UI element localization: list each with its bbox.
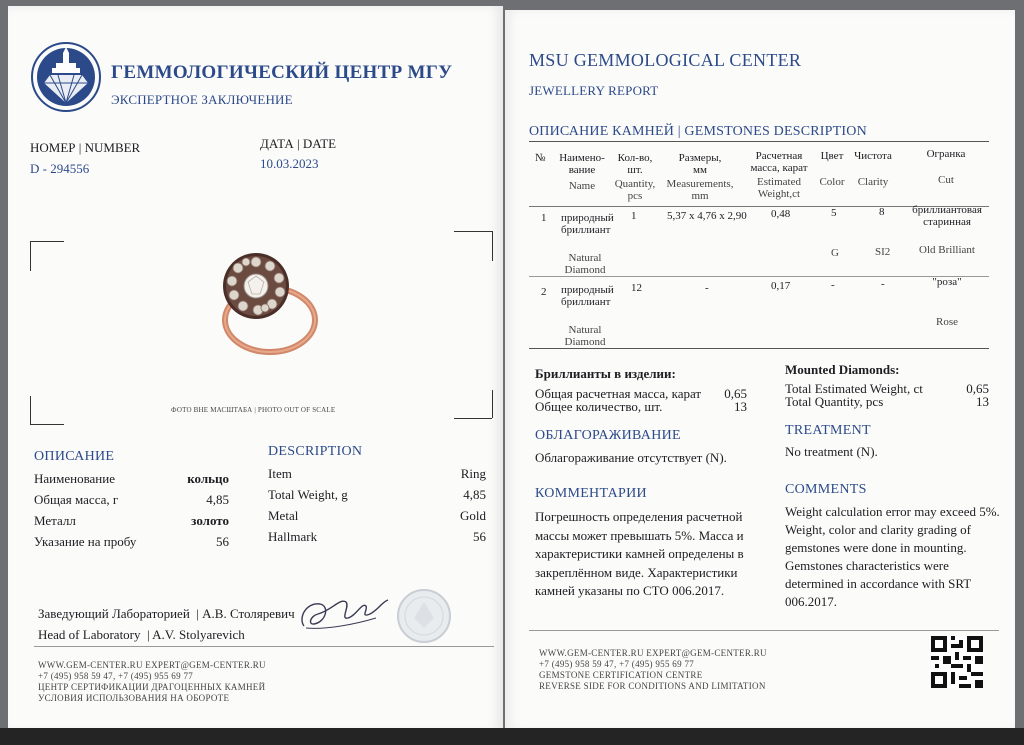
desc-ru-title: ОПИСАНИЕ bbox=[34, 449, 115, 464]
desc-ru-row: Указание на пробу 56 bbox=[34, 534, 229, 549]
th-no: № bbox=[535, 152, 546, 164]
number-label: НОМЕР | NUMBER bbox=[30, 140, 141, 155]
row2-cut-en: Rose bbox=[936, 316, 958, 328]
row1-qty: 1 bbox=[631, 210, 637, 222]
desc-en-row: Total Weight, g 4,85 bbox=[268, 487, 486, 502]
comm-ru-title: КОММЕНТАРИИ bbox=[535, 486, 647, 501]
row2-color: - bbox=[831, 279, 835, 291]
mounted-en-row: Total Quantity, pcs 13 bbox=[785, 394, 989, 409]
th-color-en: Color bbox=[819, 176, 845, 188]
treat-ru-title: ОБЛАГОРАЖИВАНИЕ bbox=[535, 428, 681, 443]
org-title: ГЕММОЛОГИЧЕСКИЙ ЦЕНТР МГУ bbox=[111, 62, 453, 83]
row2-qty: 12 bbox=[631, 282, 642, 294]
row1-clarity-en: SI2 bbox=[875, 246, 891, 258]
th-clarity-en: Clarity bbox=[857, 176, 889, 188]
desc-en-title: DESCRIPTION bbox=[268, 444, 363, 459]
row1-cut-en: Old Brilliant bbox=[919, 244, 975, 256]
treat-en-text: No treatment (N). bbox=[785, 444, 878, 459]
th-name-en: Name bbox=[568, 180, 596, 192]
comm-ru-text: Погрешность определения расчетной массы может превышать 5%. Масса и характеристики камней определены в закреплённом виде. Характеристики камней указаны по СТО 006.2017. bbox=[535, 509, 744, 598]
row2-name: природный бриллиант bbox=[561, 284, 614, 308]
row1-name-en: Natural Diamond bbox=[564, 252, 606, 276]
th-color: Цвет bbox=[820, 150, 844, 162]
seal-stamp bbox=[396, 588, 452, 644]
qr-code-icon bbox=[931, 636, 983, 688]
date-value: 10.03.2023 bbox=[260, 156, 319, 171]
photo-caption: ФОТО ВНЕ МАСШТАБА | PHOTO OUT OF SCALE bbox=[171, 406, 336, 414]
treat-en-title: TREATMENT bbox=[785, 423, 871, 438]
comm-en-text: Weight calculation error may exceed 5%. Weight, color and clarity grading of gemstones were done in mounting. Gemstones characteristics were determined in accordance with SRT 006.2017. bbox=[785, 504, 1000, 609]
row1-color: 5 bbox=[831, 207, 837, 219]
row1-size: 5,37 x 4,76 x 2,90 bbox=[667, 210, 747, 222]
org-subtitle: ЭКСПЕРТНОЕ ЗАКЛЮЧЕНИЕ bbox=[111, 92, 293, 107]
row2-cut: "роза" bbox=[932, 276, 962, 288]
date-label: ДАТА | DATE bbox=[260, 136, 337, 151]
th-qty-en: Quantity, pcs bbox=[614, 178, 656, 202]
bottom-dark-strip bbox=[0, 728, 1024, 745]
left-page bbox=[8, 6, 503, 732]
org-subtitle-en: JEWELLERY REPORT bbox=[529, 83, 659, 98]
th-weight-en: Estimated Weight,ct bbox=[757, 176, 801, 200]
desc-en-row: Metal Gold bbox=[268, 508, 486, 523]
th-cut-en: Cut bbox=[938, 174, 954, 186]
desc-ru-row: Наименование кольцо bbox=[34, 471, 229, 486]
head-en: Head of Laboratory | A.V. Stolyarevich bbox=[38, 627, 245, 642]
desc-ru-list bbox=[34, 471, 229, 555]
th-weight: Расчетная масса, карат bbox=[750, 150, 808, 174]
row1-name: природный бриллиант bbox=[561, 212, 614, 236]
row2-name-en: Natural Diamond bbox=[564, 324, 606, 348]
right-page bbox=[505, 10, 1015, 730]
th-size-en: Measurements, mm bbox=[666, 178, 734, 202]
desc-ru-row: Общая масса, г 4,85 bbox=[34, 492, 229, 507]
desc-en-row: Hallmark 56 bbox=[268, 529, 486, 544]
row2-size: - bbox=[705, 282, 709, 294]
row2-no: 2 bbox=[541, 286, 547, 298]
mounted-ru-title: Бриллианты в изделии: bbox=[535, 366, 676, 381]
th-name: Наимено- вание bbox=[559, 152, 605, 176]
mounted-en-title: Mounted Diamonds: bbox=[785, 362, 900, 377]
right-footer: WWW.GEM-CENTER.RU EXPERT@GEM-CENTER.RU +7 (495) 958 59 47, +7 (495) 955 69 77 GEMSTONE CERTIFICATION CENTRE REVERSE SIDE FOR CONDITIONS AND LIMITATION bbox=[539, 648, 767, 691]
number-value: D - 294556 bbox=[30, 161, 90, 176]
row1-color-en: G bbox=[831, 247, 839, 259]
th-qty: Кол-во, шт. bbox=[617, 152, 653, 176]
mounted-ru-row: Общее количество, шт. 13 bbox=[535, 399, 747, 414]
ring-photo bbox=[198, 238, 328, 368]
row1-weight: 0,48 bbox=[771, 208, 791, 220]
desc-ru-row: Металл золото bbox=[34, 513, 229, 528]
msu-logo-icon bbox=[30, 41, 102, 113]
desc-en-list bbox=[268, 466, 486, 550]
left-footer: WWW.GEM-CENTER.RU EXPERT@GEM-CENTER.RU +7 (495) 958 59 47, +7 (495) 955 69 77 ЦЕНТР СЕРТИФИКАЦИИ ДРАГОЦЕННЫХ КАМНЕЙ УСЛОВИЯ ИСПОЛЬЗОВАНИЯ НА ОБОРОТЕ bbox=[38, 660, 266, 703]
row2-clarity: - bbox=[881, 278, 885, 290]
stones-title: ОПИСАНИЕ КАМНЕЙ | GEMSTONES DESCRIPTION bbox=[529, 124, 867, 139]
th-clarity: Чистота bbox=[854, 150, 892, 162]
treat-ru-text: Облагораживание отсутствует (N). bbox=[535, 450, 727, 465]
signature bbox=[296, 588, 391, 638]
th-size: Размеры, мм bbox=[678, 152, 722, 176]
mounted-en-list bbox=[785, 382, 989, 408]
row2-weight: 0,17 bbox=[771, 280, 791, 292]
row1-no: 1 bbox=[541, 212, 547, 224]
mounted-ru-list bbox=[535, 387, 747, 413]
th-cut: Огранка bbox=[926, 148, 966, 160]
mounted-en-row: Total Estimated Weight, ct 0,65 bbox=[785, 381, 989, 396]
comm-en-title: COMMENTS bbox=[785, 482, 867, 497]
mounted-ru-row: Общая расчетная масса, карат 0,65 bbox=[535, 386, 747, 401]
row1-cut: бриллиантовая старинная bbox=[912, 204, 982, 228]
row1-clarity: 8 bbox=[879, 206, 885, 218]
desc-en-row: Item Ring bbox=[268, 466, 486, 481]
org-title-en: MSU GEMMOLOGICAL CENTER bbox=[529, 50, 802, 70]
head-ru: Заведующий Лабораторией | А.В. Столяревич bbox=[38, 606, 295, 621]
